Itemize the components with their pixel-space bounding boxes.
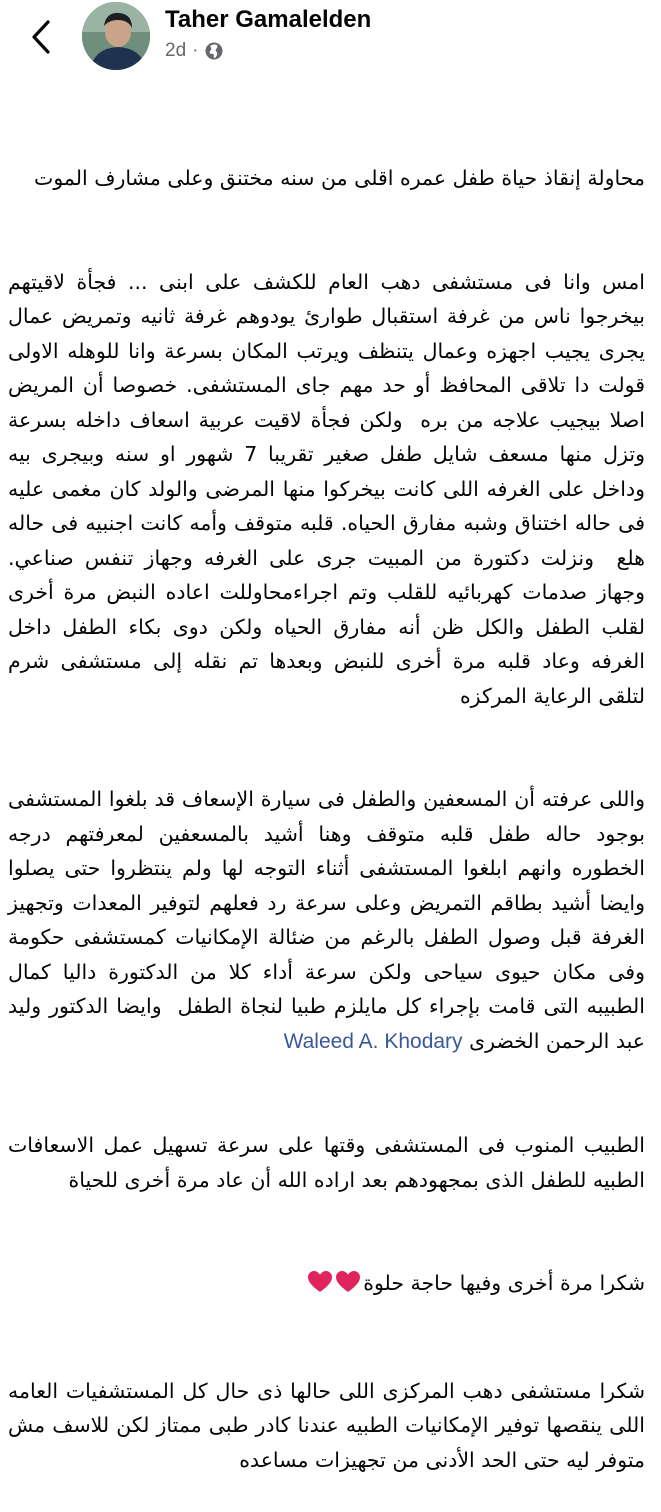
post-paragraph: شكرا مستشفى دهب المركزى اللى حالها ذى حال كل المستشفيات العامه اللى ينقصها توفير الإمكانيات الطبيه عندنا كادر طبى ممتاز لكن للاسف مش متوفر ليه حتى الحد الأدنى من تجهيزات مساعده [1, 1378, 645, 1472]
heart-icon [307, 1270, 333, 1294]
heart-icon [335, 1270, 361, 1294]
post-paragraph [8, 1266, 645, 1305]
post-meta [165, 40, 224, 62]
post-paragraph: امس وانا فى مستشفى دهب العام للكشف على ابنى ... فجأة لاقيتهم بيخرجوا ناس من غرفة استقبال طوارئ يودوهم غرفة ثانيه وتمريض عمال يجرى يجيب اجهزه وعمال يتنظف ويرتب المكان بسرعة وانا للوهله الاولى قولت دا تلاقى المحافظ أو حد مهم جاى المستشفى. خصوصا أن المريض اصلا بيجيب علاجه من بره ولكن فجأة لاقيت عربية اسعاف داخله بسرعة وتزل منها مسعف شايل طفل صغير تقريبا 7 شهور او سنه وبيجرى بيه وداخل على الغرفه اللى كانت بيخركوا منها المرضى والولد كان مغمى عليه فى حاله اختناق وشبه مفارق الحياه. قلبه متوقف وأمه كانت اجنبيه فى حاله هلع ونزلت دكتورة من المبيت جرى على الغرفه وجهاز تنفس صناعي. وجهاز صدمات كهربائيه للقلب وتم اجراءمحاوللت اعاده النبض مرة أخرى لقلب الطفل والكل ظن أنه مفارق الحياه ولكن دوى بكاء الطفل داخل الغرفه وعاد قلبه مرة أخرى للنبض وبعدها تم نقله إلى مستشفى شرم لتلقى الرعاية المركزه [1, 269, 645, 708]
meta-separator: · [192, 40, 199, 61]
globe-icon [204, 41, 224, 61]
post-paragraph-text: شكرا مرة أخرى وفيها حاجة حلوة [363, 1271, 645, 1295]
post-time[interactable]: 2d [165, 40, 187, 61]
mention-link[interactable]: Waleed A. Khodary [283, 1029, 463, 1053]
author-name[interactable]: Taher Gamalelden [165, 6, 372, 33]
post-paragraph-text: واللى عرفته أن المسعفين والطفل فى سيارة الإسعاف قد بلغوا المستشفى بوجود حاله طفل قلبه متوقف وهنا أشيد بالمسعفين لمعرفتهم درجه الخطوره وانهم ابلغوا المستشفى أثناء التوجه لها ولم ينتظروا حتى يصلوا وايضا أشيد بطاقم التمريض وعلى سرعة رد فعلهم لتوفير المعدات وتجهيز الغرفة قبل وصول الطفل بالرغم من ضئالة الإمكانيات كمستشفى حكومة وفى مكان حيوى سياحى ولكن سرعة أداء كلا من الدكتورة داليا كمال الطبيبه التى قامت بإجراء كل مايلزم طبيا لنجاة الطفل وايضا الدكتور وليد عبد الرحمن الخضرى [1, 787, 645, 1053]
post-paragraph: محاولة إنقاذ حياة طفل عمره اقلى من سنه مختنق وعلى مشارف الموت [34, 166, 645, 190]
post-header [0, 0, 661, 80]
post-paragraph: الطبيب المنوب فى المستشفى وقتها على سرعة تسهيل عمل الاسعافات الطبيه للطفل الذى بمجهودهم بعد اراده الله أن عاد مرة أخرى للحياة [1, 1133, 645, 1192]
post-paragraph [1, 782, 645, 1059]
chevron-left-icon [30, 19, 52, 55]
hearts-emoji [305, 1270, 361, 1305]
avatar[interactable] [82, 2, 150, 70]
back-button[interactable] [24, 18, 58, 56]
post-text [1, 92, 645, 1512]
